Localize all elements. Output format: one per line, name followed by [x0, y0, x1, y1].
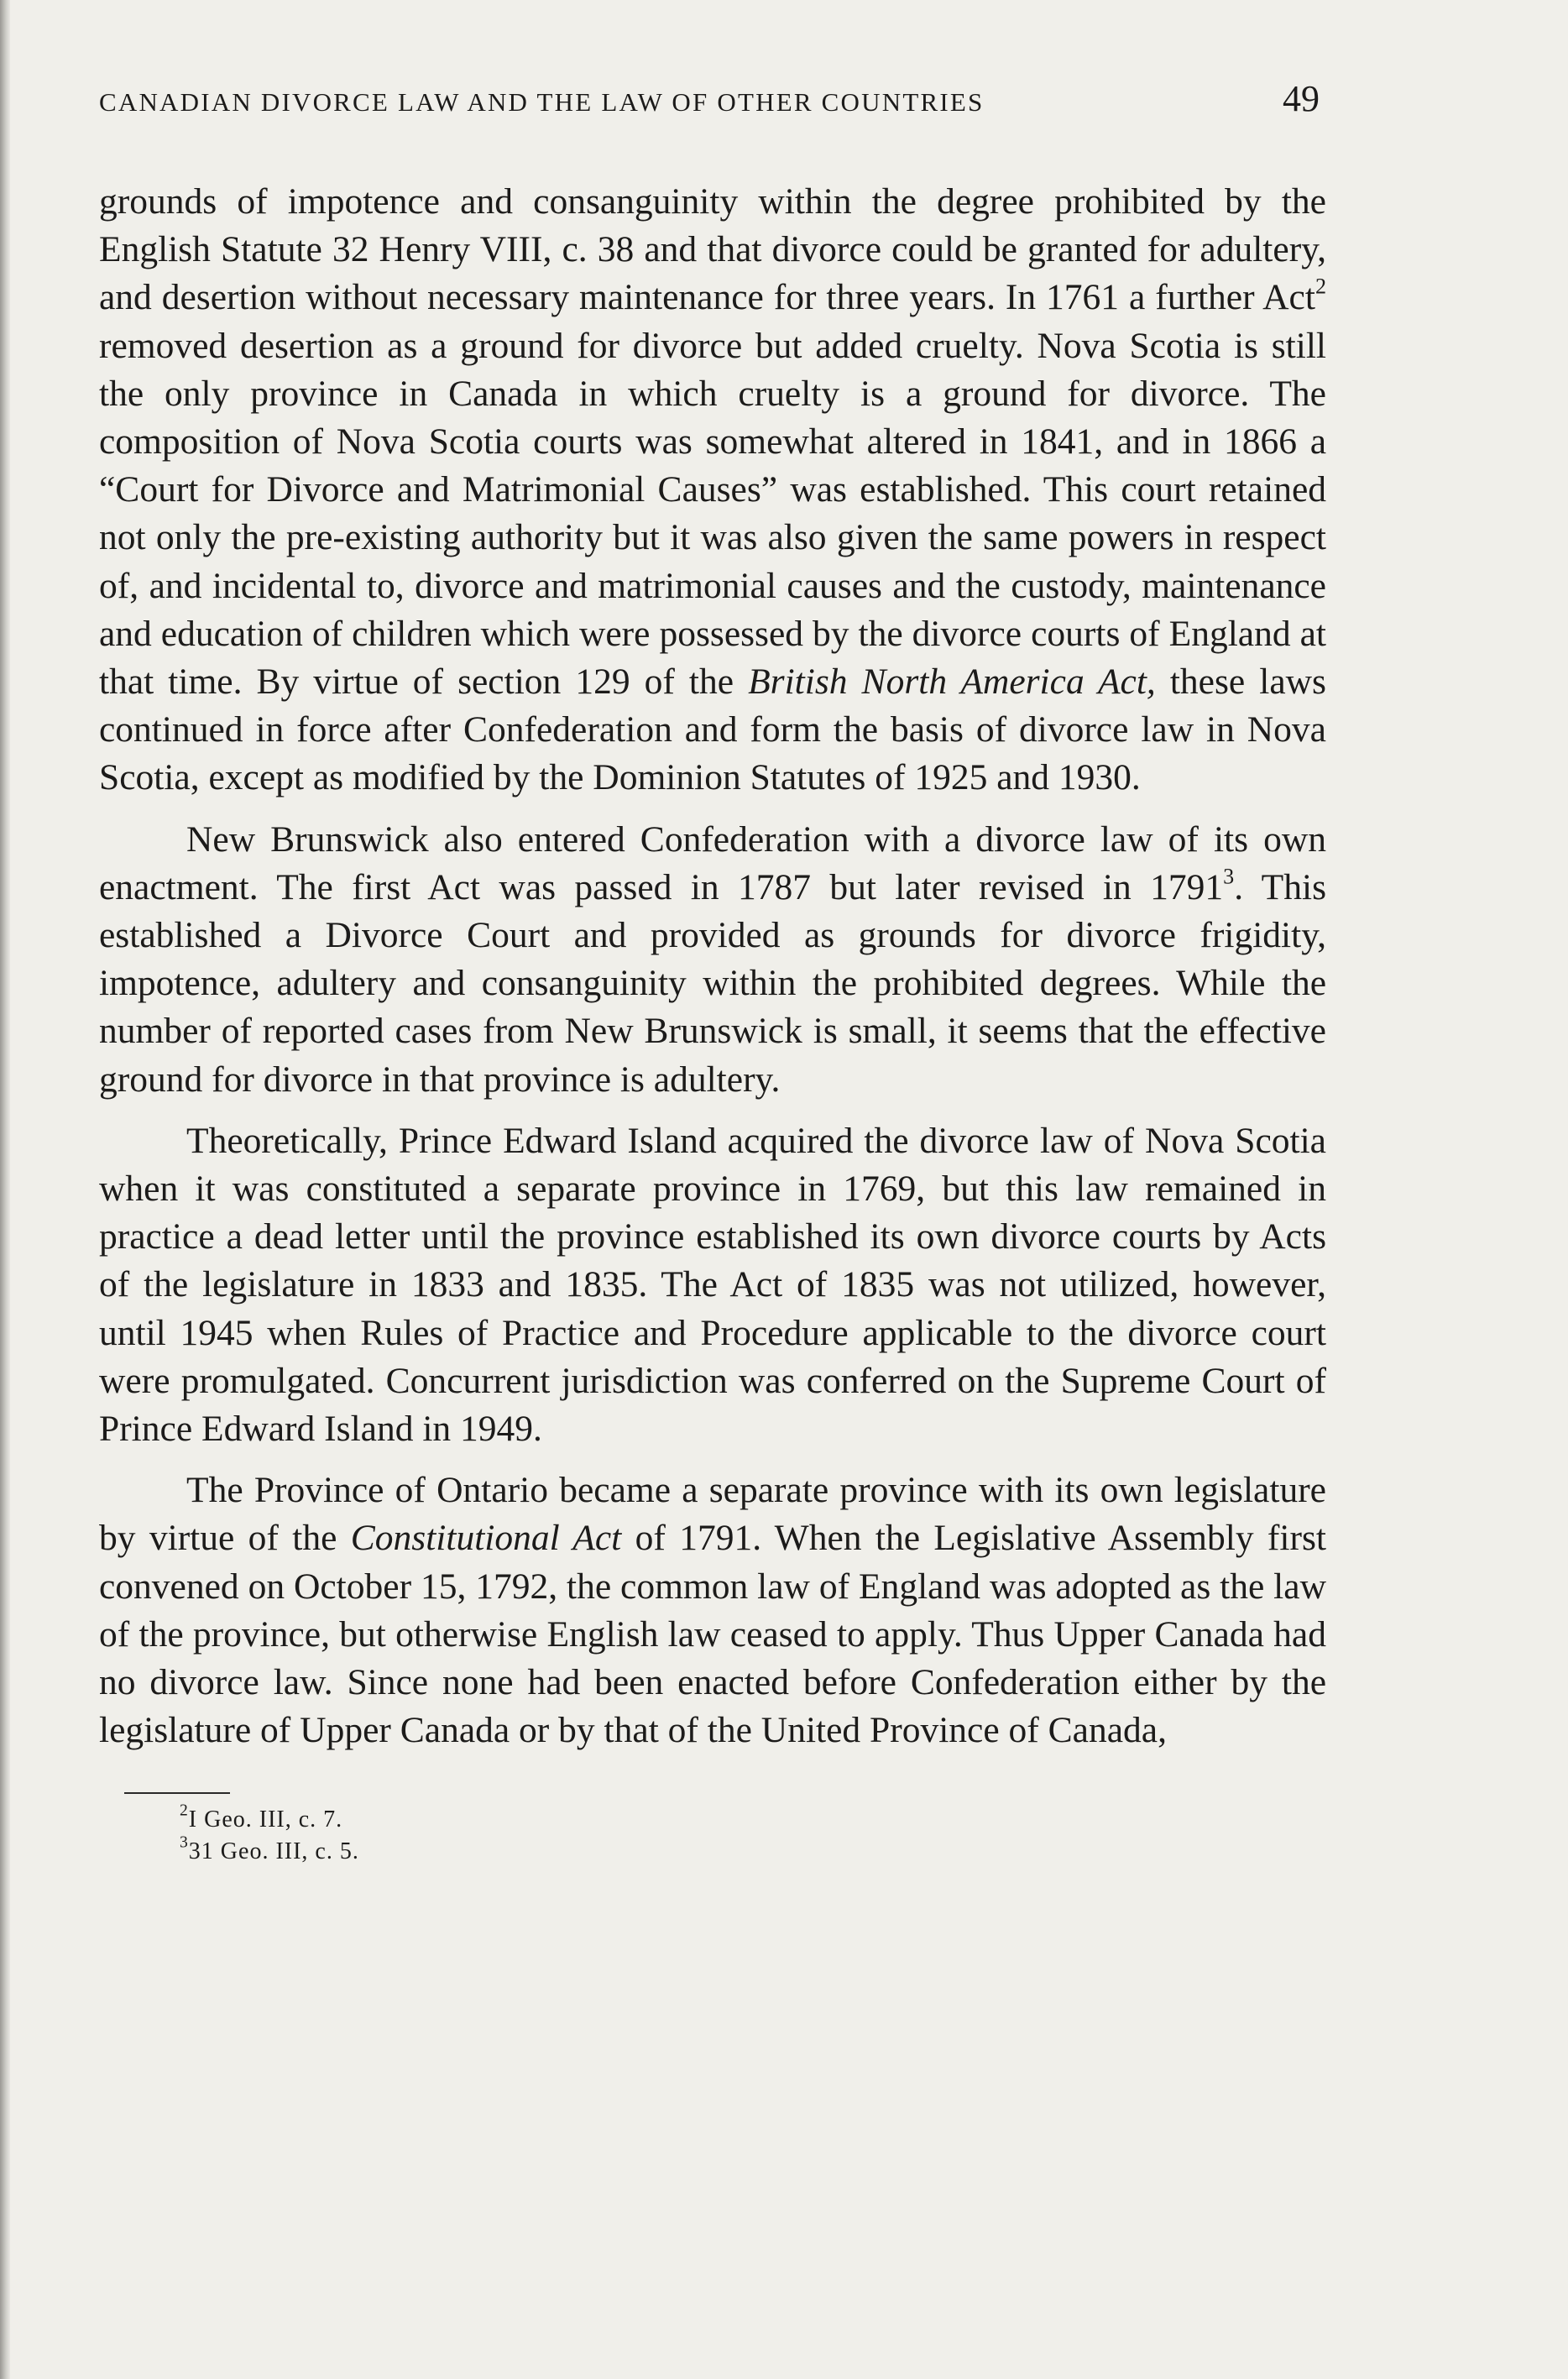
paragraph-nova-scotia: [99, 178, 1326, 803]
paragraph-prince-edward-island: [99, 1117, 1326, 1453]
footnote-text: 31 Geo. III, c. 5.: [188, 1838, 359, 1864]
running-title: CANADIAN DIVORCE LAW AND THE LAW OF OTHER COUNTRIES: [99, 87, 985, 117]
paragraph-text: Theoretically, Prince Edward Island acquired the divorce law of Nova Scotia when it was constituted a separate province in 1769, but this law remained in practice a dead letter until the province established its own divorce courts by Acts of the legislature in 1833 and 1835. The Act of 1835 was not utilized, however, until 1945 when Rules of Practice and Procedure applicable to the divorce court were promulgated. Concurrent jurisdiction was conferred on the Supreme Court of Prince Edward Island in 1949.: [99, 1120, 1326, 1450]
paragraph-text: removed desertion as a ground for divorce but added cruelty. Nova Scotia is still the only province in Canada in which cruelty is a ground for divorce. The composition of Nova Scotia courts was somewhat altered in 1841, and in 1866 a “Court for Divorce and Matrimonial Causes” was established. This court retained not only the pre-existing authority but it was also given the same powers in respect of, and incidental to, divorce and matrimonial causes and the custody, maintenance and education of children which were possessed by the divorce courts of England at that time. By virtue of section 129 of the: [99, 325, 1326, 703]
footnote-reference: 2: [1315, 274, 1326, 300]
paragraph-text: . This established a Divorce Court and provided as grounds for divorce frigidity, impotence, adultery and consanguinity within the prohibited degrees. While the number of reported cases from New Brunswick is small, it seems that the effective ground for divorce in that province is adultery.: [99, 866, 1326, 1100]
footnote-item: [180, 1833, 1326, 1868]
running-head: [99, 77, 1326, 153]
italic-act-title: British North America Act,: [748, 661, 1156, 703]
body-text: [99, 178, 1326, 1755]
paragraph-text: New Brunswick also entered Confederation with a divorce law of its own enactment. The first Act was passed in 1787 but later revised in 1791: [99, 818, 1326, 907]
footnote-text: I Geo. III, c. 7.: [188, 1806, 343, 1833]
paragraph-text: The Province of Ontario became a separate province with its own legislature by virtue of the: [99, 1470, 1326, 1559]
paragraph-text: grounds of impotence and consanguinity within the degree prohibited by the English Statute 32 Henry VIII, c. 38 and that divorce could be granted for adultery, and desertion without necessary maintenance for three years. In 1761 a further Act: [99, 181, 1326, 318]
italic-act-title: Constitutional Act: [350, 1518, 622, 1559]
footnote-item: [180, 1801, 1326, 1836]
book-page: [99, 77, 1326, 1868]
paragraph-ontario: [99, 1467, 1326, 1754]
footnote-mark: 2: [180, 1801, 189, 1819]
footnotes: [180, 1801, 1326, 1868]
footnote-divider: [124, 1792, 230, 1794]
paragraph-text: these laws continued in force after Confederation and form the basis of divorce law in Nova Scotia, except as modified by the Dominion Statutes of 1925 and 1930.: [99, 661, 1326, 798]
paragraph-new-brunswick: [99, 816, 1326, 1104]
page-number: 49: [1283, 78, 1320, 119]
footnote-mark: 3: [180, 1833, 189, 1851]
footnote-reference: 3: [1223, 864, 1235, 889]
paragraph-text: of 1791. When the Legislative Assembly first convened on October 15, 1792, the common law of England was adopted as the law of the province, but otherwise English law ceased to apply. Thus Upper Canada had no divorce law. Since none had been enacted before Confederation either by the legislature of Upper Canada or by that of the United Province of Canada,: [99, 1518, 1327, 1751]
book-spine-shadow: [0, 0, 10, 2379]
